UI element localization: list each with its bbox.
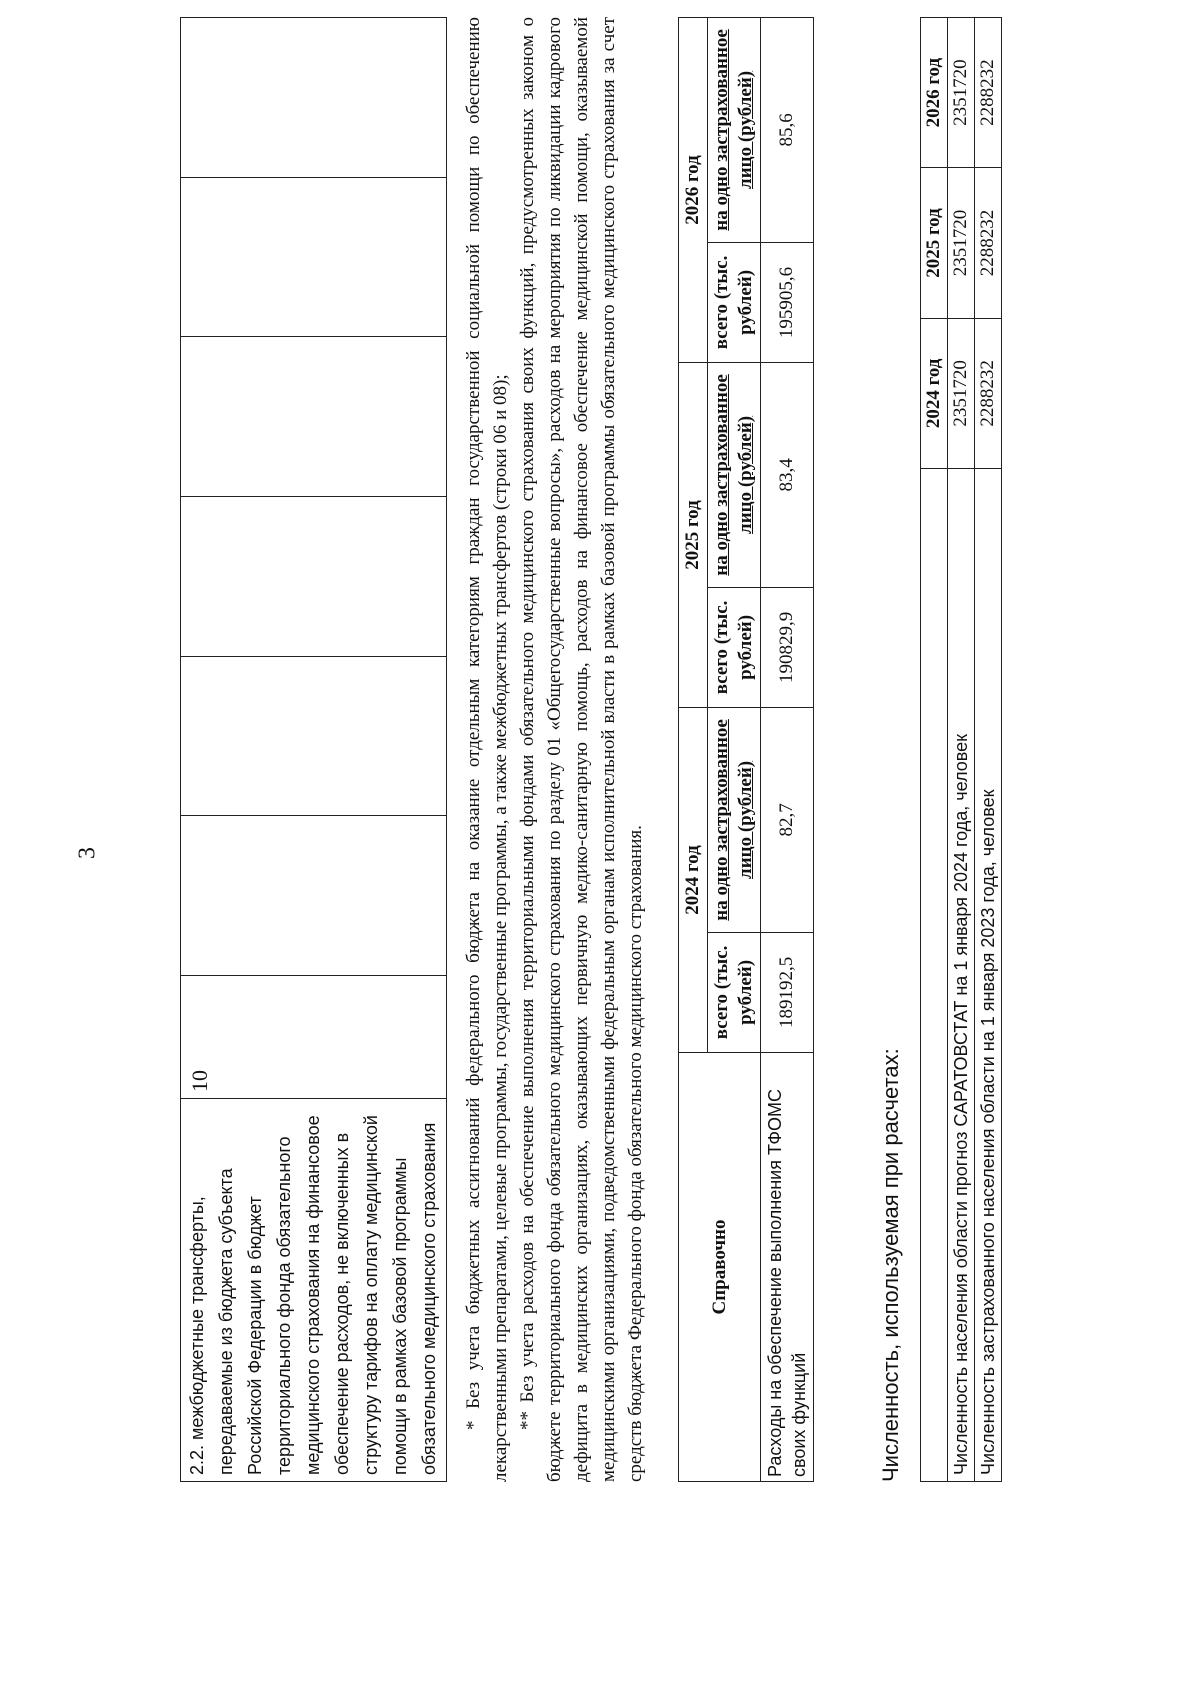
value-cell: 2288232 — [975, 318, 1002, 468]
population-table — [920, 17, 1002, 1482]
year-header: 2024 год — [679, 708, 708, 1053]
year-header: 2026 год — [921, 18, 948, 168]
reference-header: Справочно — [679, 1053, 761, 1482]
empty-header-cell — [921, 469, 948, 1482]
col-total-header: всего (тыс. рублей) — [708, 242, 761, 362]
table-row — [761, 18, 814, 1482]
col-per-insured-header: на одно застрахованное лицо (рублей) — [708, 708, 761, 933]
value-cell: 2351720 — [948, 318, 975, 468]
row-number: 10 — [181, 976, 447, 1099]
empty-cell — [181, 497, 447, 657]
empty-cell — [181, 816, 447, 976]
table-row — [948, 18, 975, 1482]
value-cell: 2288232 — [975, 18, 1002, 168]
table-header-row — [921, 18, 948, 1482]
footnote-2: ** Без учета расходов на обеспечение выполнения территориальными фондами обязательного медицинского страхования своих функций, предусмотренных законом о бюджете территориального фонда обязательного медицинского страхования по разделу 01 «Общегосударственные вопросы», расходов на мероприятия по ликвидации кадрового дефицита в медицинских организациях, оказывающих первичную медико-санитарную помощь, расходов на финансовое обеспечение медицинской помощи, оказываемой медицинскими организациями, подведомственными федеральным органам исполнительной власти в рамках базовой программы обязательного медицинского страхования за счет средств бюджета Федерального фонда обязательного медицинского страхования. — [517, 17, 646, 1482]
table-row — [975, 18, 1002, 1482]
value-cell: 85,6 — [761, 18, 814, 243]
value-cell: 190829,9 — [761, 587, 814, 707]
col-per-insured-header: на одно застрахованное лицо (рублей) — [708, 18, 761, 243]
row-label: Расходы на обеспечение выполнения ТФОМС своих функций — [761, 1053, 814, 1482]
year-header: 2026 год — [679, 18, 708, 363]
empty-cell — [181, 177, 447, 337]
value-cell: 195905,6 — [761, 242, 814, 362]
table-row — [181, 18, 447, 1482]
col-total-header: всего (тыс. рублей) — [708, 587, 761, 707]
footnotes — [460, 17, 649, 1482]
value-cell: 2351720 — [948, 168, 975, 318]
reference-table — [678, 17, 814, 1482]
row-label: 2.2. межбюджетные трансферты, передаваемые из бюджета субъекта Российской Федерации в бюджет территориального фонда обязательного медицинского страхования на финансовое обеспечение расходов, не включенных в структуру тарифов на оплату медицинской помощи в рамках базовой программы обязательного медицинского страхования — [181, 1099, 447, 1482]
budget-row-table — [180, 17, 447, 1482]
value-cell: 2288232 — [975, 168, 1002, 318]
footnote-1: * Без учета бюджетных ассигнований федерального бюджета на оказание отдельным категориям граждан государственной социальной помощи по обеспечению лекарственными препаратами, целевые программы, государственные программы, а также межбюджетных трансфертов (строки 06 и 08); — [463, 17, 511, 1482]
row-label: Численность населения области прогноз САРАТОВСТАТ на 1 января 2024 года, человек — [948, 469, 975, 1482]
col-per-insured-header: на одно застрахованное лицо (рублей) — [708, 363, 761, 588]
value-cell: 2351720 — [948, 18, 975, 168]
page-number: 3 — [74, 847, 101, 859]
value-cell: 82,7 — [761, 708, 814, 933]
value-cell: 83,4 — [761, 363, 814, 588]
row-label: Численность застрахованного населения области на 1 января 2023 года, человек — [975, 469, 1002, 1482]
col-total-header: всего (тыс. рублей) — [708, 932, 761, 1052]
empty-cell — [181, 18, 447, 178]
empty-cell — [181, 656, 447, 816]
year-header: 2025 год — [679, 363, 708, 708]
year-header: 2025 год — [921, 168, 948, 318]
population-heading: Численность, используемая при расчетах: — [878, 1048, 903, 1482]
value-cell: 189192,5 — [761, 932, 814, 1052]
table-header-row — [679, 18, 708, 1482]
empty-cell — [181, 337, 447, 497]
year-header: 2024 год — [921, 318, 948, 468]
